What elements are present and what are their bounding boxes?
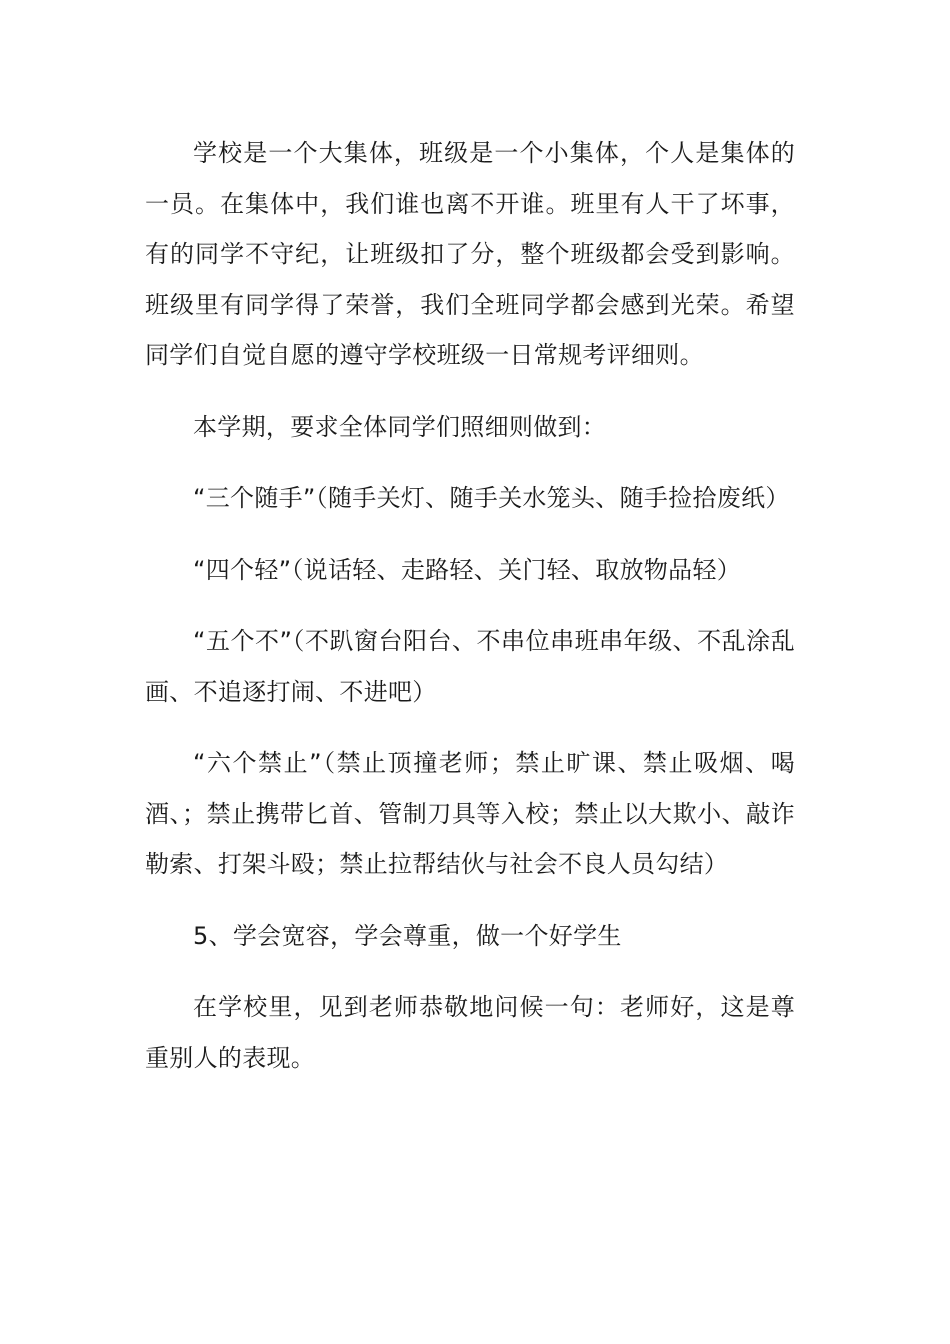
paragraph-respect-teachers: 在学校里，见到老师恭敬地问候一句：老师好，这是尊重别人的表现。 — [145, 993, 795, 1072]
paragraph-three-habits: “三个随手”（随手关灯、随手关水笼头、随手捡拾废纸） — [193, 484, 790, 512]
document-body — [145, 128, 795, 1083]
paragraph-requirements-intro: 本学期，要求全体同学们照细则做到： — [193, 412, 607, 441]
paragraph-six-prohibitions: “六个禁止”（禁止顶撞老师；禁止旷课、禁止吸烟、喝酒、；禁止携带匕首、管制刀具等入校；禁止以大欺小、敲诈勒索、打架斗殴；禁止拉帮结伙与社会不良人员勾结） — [145, 749, 795, 878]
paragraph-section-5-heading: 5、学会宽容，学会尊重，做一个好学生 — [193, 921, 622, 950]
paragraph-four-quiet: “四个轻”（说话轻、走路轻、关门轻、取放物品轻） — [193, 555, 742, 584]
paragraph-five-nots: “五个不”（不趴窗台阳台、不串位串班串年级、不乱涂乱画、不追逐打闹、不进吧） — [145, 627, 795, 706]
paragraph-collective: 学校是一个大集体，班级是一个小集体，个人是集体的一员。在集体中，我们谁也离不开谁。班里有人干了坏事，有的同学不守纪，让班级扣了分，整个班级都会受到影响。班级里有同学得了荣誉，我们全班同学都会感到光荣。希望同学们自觉自愿的遵守学校班级一日常规考评细则。 — [145, 139, 795, 369]
